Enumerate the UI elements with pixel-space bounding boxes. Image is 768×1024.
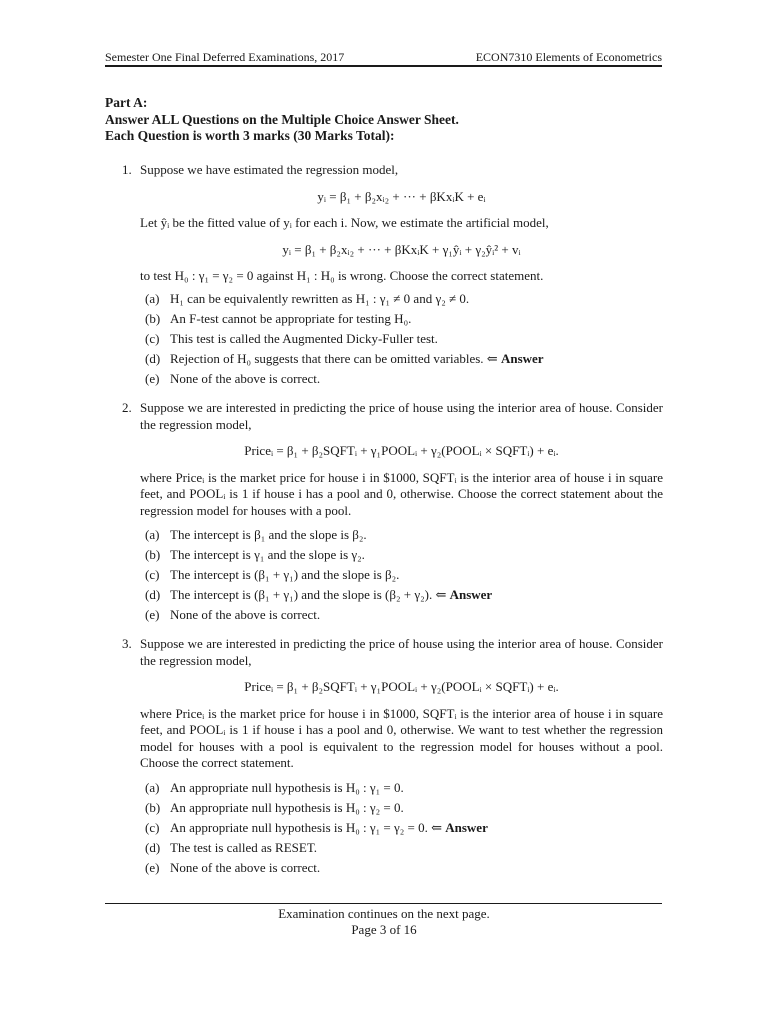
footer-continues: Examination continues on the next page. — [278, 906, 490, 921]
header-course-code: ECON7310 Elements of Econometrics — [475, 50, 662, 64]
header-course-exam: Semester One Final Deferred Examinations, 2017 — [105, 50, 345, 64]
part-title: Part A: — [105, 95, 148, 110]
option-b[interactable]: (b) The intercept is γ₁ and the slope is γ₂. — [145, 547, 365, 562]
option-c[interactable]: (c) The intercept is (β₁ + γ₁) and the slope is β₂. — [145, 567, 400, 582]
question-number: 2. — [122, 400, 132, 415]
equation-regression: yᵢ = β₁ + β₂xᵢ₂ + ··· + βKxᵢK + eᵢ — [317, 188, 486, 204]
header-rule — [105, 65, 662, 67]
question-1 — [105, 162, 663, 389]
equation-price-model: Priceᵢ = β₁ + β₂SQFTᵢ + γ₁POOLᵢ + γ₂(POOLᵢ × SQFTᵢ) + eᵢ. — [244, 443, 559, 458]
options-list — [140, 289, 663, 389]
option-a[interactable]: (a) An appropriate null hypothesis is H₀ : γ₁ = 0. — [145, 779, 404, 795]
question-3 — [105, 636, 663, 878]
part-instruction: Answer ALL Questions on the Multiple Choice Answer Sheet. — [105, 111, 459, 127]
question-intro: Suppose we are interested in predicting the price of house using the interior area of house. Consider the regression model, — [140, 636, 663, 668]
equation-price-model: Priceᵢ = β₁ + β₂SQFTᵢ + γ₁POOLᵢ + γ₂(POOLᵢ × SQFTᵢ) + eᵢ. — [244, 679, 559, 694]
part-heading — [105, 95, 459, 145]
equation-artificial: yᵢ = β₁ + β₂xᵢ₂ + ··· + βKxᵢK + γ₁ŷᵢ + γ₂ŷᵢ² + vᵢ — [282, 241, 521, 257]
options-list — [140, 525, 663, 625]
question-text: where Priceᵢ is the market price for house i in $1000, SQFTᵢ is the interior area of house i in square feet, and POOLᵢ is 1 if house i has a pool and 0, otherwise. Choose the correct statement about the regression model for houses with a pool. — [140, 469, 663, 518]
option-e[interactable]: (e) None of the above is correct. — [145, 859, 321, 875]
option-d[interactable]: (d) The intercept is (β₁ + γ₁) and the slope is (β₂ + γ₂). ⇐ Answer — [145, 587, 493, 602]
option-c[interactable]: (c) This test is called the Augmented Dicky-Fuller test. — [145, 330, 438, 346]
answer-marker: Answer — [449, 587, 493, 602]
question-intro: Suppose we are interested in predicting the price of house using the interior area of house. Consider the regression model, — [140, 400, 663, 432]
question-intro: Suppose we have estimated the regression model, — [140, 162, 399, 177]
option-e[interactable]: (e) None of the above is correct. — [145, 607, 321, 622]
option-e[interactable]: (e) None of the above is correct. — [145, 370, 321, 386]
page-number: Page 3 of 16 — [351, 922, 417, 937]
question-number: 1. — [122, 162, 132, 177]
option-a[interactable]: (a) H₁ can be equivalently rewritten as H₁ : γ₁ ≠ 0 and γ₂ ≠ 0. — [145, 290, 470, 306]
question-text: to test H₀ : γ₁ = γ₂ = 0 against H₁ : H₀ is wrong. Choose the correct statement. — [140, 268, 544, 283]
question-text: Let ŷᵢ be the fitted value of yᵢ for each i. Now, we estimate the artificial model, — [140, 215, 549, 230]
question-2 — [105, 400, 663, 625]
option-b[interactable]: (b) An F-test cannot be appropriate for testing H₀. — [145, 310, 412, 326]
option-d[interactable]: (d) The test is called as RESET. — [145, 839, 318, 855]
footer-rule — [105, 903, 662, 904]
option-d[interactable]: (d) Rejection of H₀ suggests that there can be omitted variables. ⇐ Answer — [145, 350, 544, 366]
part-marks: Each Question is worth 3 marks (30 Marks Total): — [105, 128, 395, 143]
option-c[interactable]: (c) An appropriate null hypothesis is H₀ : γ₁ = γ₂ = 0. ⇐ Answer — [145, 819, 488, 835]
options-list — [140, 778, 663, 878]
option-b[interactable]: (b) An appropriate null hypothesis is H₀ : γ₂ = 0. — [145, 799, 404, 815]
answer-marker: Answer — [445, 819, 488, 835]
option-a[interactable]: (a) The intercept is β₁ and the slope is β₂. — [145, 527, 367, 542]
question-number: 3. — [122, 636, 132, 651]
question-text: where Priceᵢ is the market price for house i in $1000, SQFTᵢ is the interior area of house i in square feet, and POOLᵢ is 1 if house i has a pool and 0, otherwise. We want to test whether the regression model for houses with a pool is equivalent to the regression model for houses without a pool. Choose the correct statement. — [140, 705, 663, 770]
answer-marker: Answer — [500, 350, 544, 366]
